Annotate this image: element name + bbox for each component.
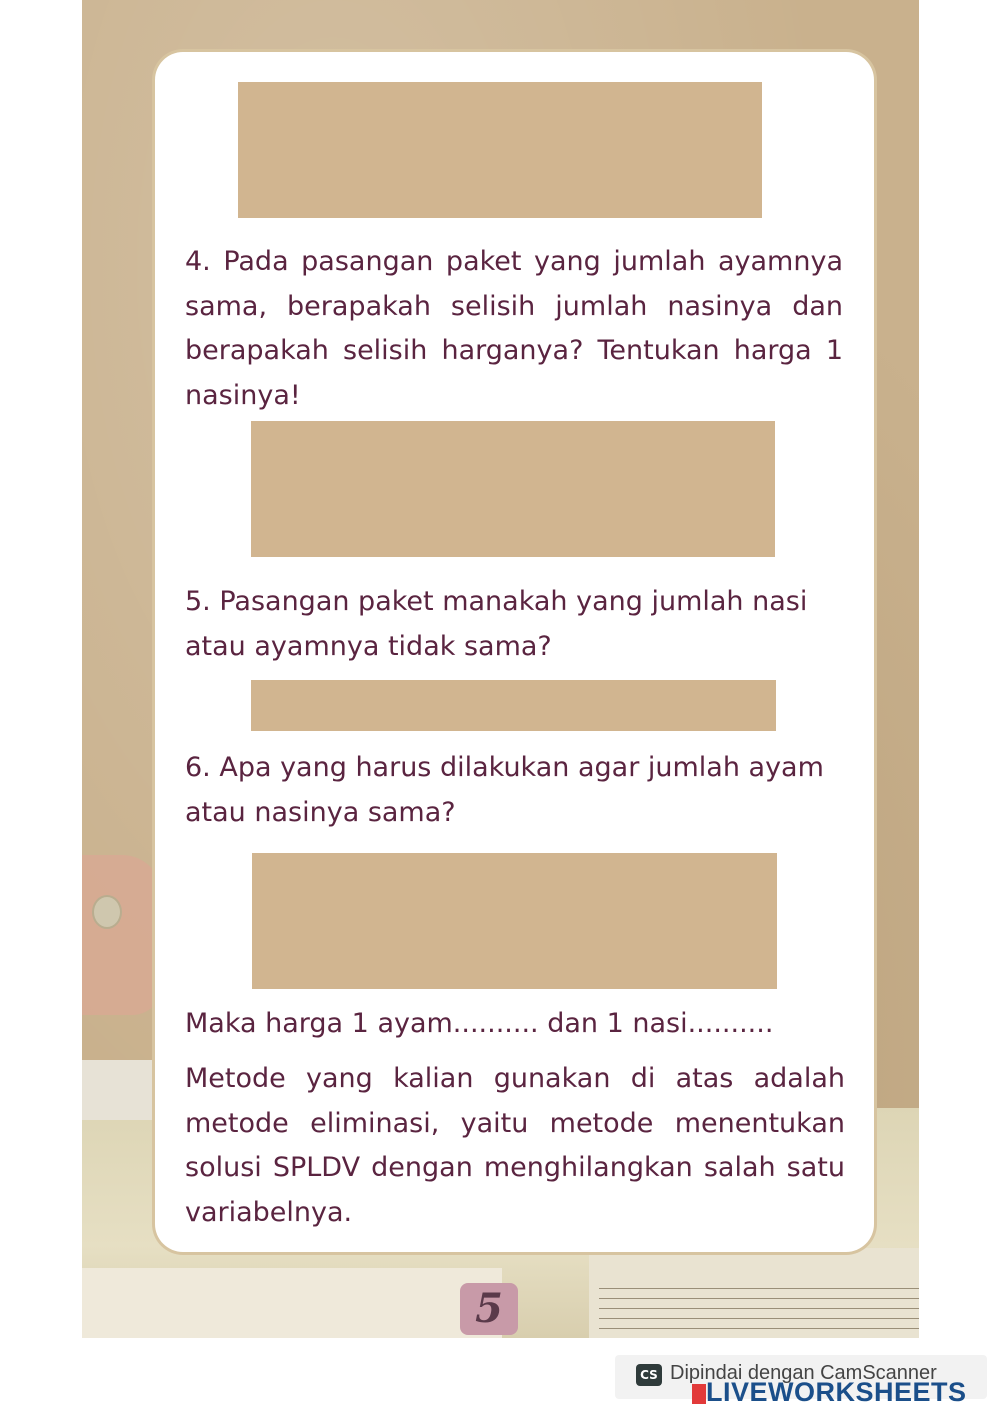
answer-box-6[interactable] [252, 853, 777, 989]
answer-box-4[interactable] [251, 421, 775, 557]
answer-box-3[interactable] [238, 82, 762, 218]
answer-box-5[interactable] [251, 680, 776, 731]
camscanner-icon: CS [636, 1364, 662, 1386]
liveworksheets-logo-icon [692, 1384, 706, 1404]
scanner-caption: Dipindai dengan CamScanner [670, 1362, 937, 1384]
conclusion-line: Maka harga 1 ayam.......... dan 1 nasi.......... [185, 1008, 774, 1039]
decorative-sheet-music [589, 1248, 919, 1338]
page-number: 5 [460, 1283, 518, 1335]
question-5: 5. Pasangan paket manakah yang jumlah nasi atau ayamnya tidak sama? [185, 586, 808, 662]
question-6: 6. Apa yang harus dilakukan agar jumlah ayam atau nasinya sama? [185, 752, 824, 828]
decorative-pink-scrap [82, 855, 162, 1015]
liveworksheets-logo[interactable]: LIVEWORKSHEETS [706, 1377, 967, 1407]
decorative-button [92, 895, 122, 929]
method-note: Metode yang kalian gunakan di atas adalah metode eliminasi, yaitu metode menentukan solusi SPLDV dengan menghilangkan salah satu variabelnya. [185, 1063, 845, 1228]
decorative-torn-text-scrap [82, 1268, 502, 1338]
decorative-newspaper-scrap [82, 1060, 152, 1120]
question-4: 4. Pada pasangan paket yang jumlah ayamnya sama, berapakah selisih jumlah nasinya dan berapakah selisih harganya? Tentukan harga 1 nasinya! [185, 246, 843, 411]
